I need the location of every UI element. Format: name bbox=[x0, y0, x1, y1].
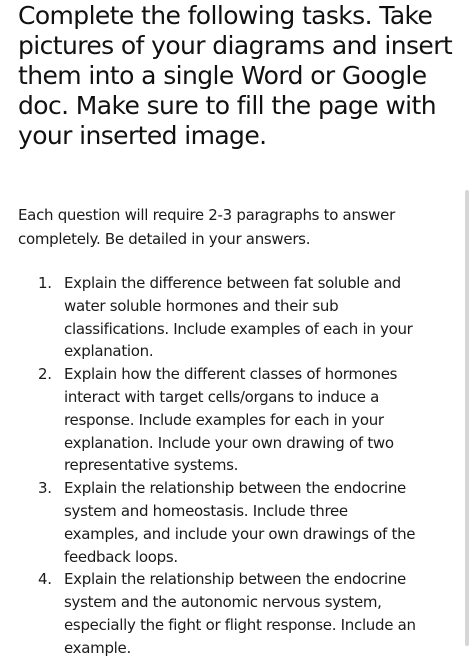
heading-line: pictures of your diagrams and insert bbox=[18, 31, 453, 60]
task-line: explanation. Include your own drawing of two bbox=[64, 433, 394, 452]
intro-line: Each question will require 2-3 paragraphs to answer bbox=[18, 206, 395, 224]
vertical-scrollbar[interactable] bbox=[465, 190, 469, 646]
heading-line: them into a single Word or Google bbox=[18, 61, 427, 90]
intro-line: completely. Be detailed in your answers. bbox=[18, 230, 311, 248]
task-item-1 bbox=[38, 272, 458, 363]
task-list bbox=[38, 272, 458, 660]
task-line: Explain the difference between fat soluble and bbox=[64, 274, 401, 292]
task-line: Explain the relationship between the endocrine bbox=[64, 479, 406, 498]
task-number: 1. bbox=[38, 274, 52, 292]
task-line: especially the fight or flight response. Include an bbox=[64, 615, 416, 634]
task-number: 2. bbox=[38, 365, 52, 384]
heading-line: your inserted image. bbox=[18, 121, 267, 150]
task-line: explanation. bbox=[64, 342, 154, 361]
task-item-4 bbox=[38, 568, 458, 659]
task-line: examples, and include your own drawings of the bbox=[64, 524, 416, 543]
task-line: system and homeostasis. Include three bbox=[64, 501, 348, 520]
heading-line: Complete the following tasks. Take bbox=[18, 1, 433, 30]
task-item-3 bbox=[38, 477, 458, 568]
task-line: Explain how the different classes of hormones bbox=[64, 365, 398, 384]
task-line: response. Include examples for each in your bbox=[64, 410, 384, 429]
heading-line: doc. Make sure to fill the page with bbox=[18, 91, 436, 120]
task-line: feedback loops. bbox=[64, 547, 178, 566]
task-number: 3. bbox=[38, 479, 52, 498]
task-number: 4. bbox=[38, 570, 52, 589]
task-line: representative systems. bbox=[64, 456, 239, 475]
intro-paragraph bbox=[18, 203, 458, 251]
task-line: interact with target cells/organs to induce a bbox=[64, 387, 380, 406]
task-line: water soluble hormones and their sub bbox=[64, 296, 339, 315]
task-item-2 bbox=[38, 363, 458, 477]
task-line: Explain the relationship between the endocrine bbox=[64, 570, 406, 589]
task-line: example. bbox=[64, 638, 131, 657]
task-line: classifications. Include examples of each in your bbox=[64, 319, 413, 338]
task-line: system and the autonomic nervous system, bbox=[64, 593, 382, 612]
instructions-heading bbox=[18, 1, 458, 151]
